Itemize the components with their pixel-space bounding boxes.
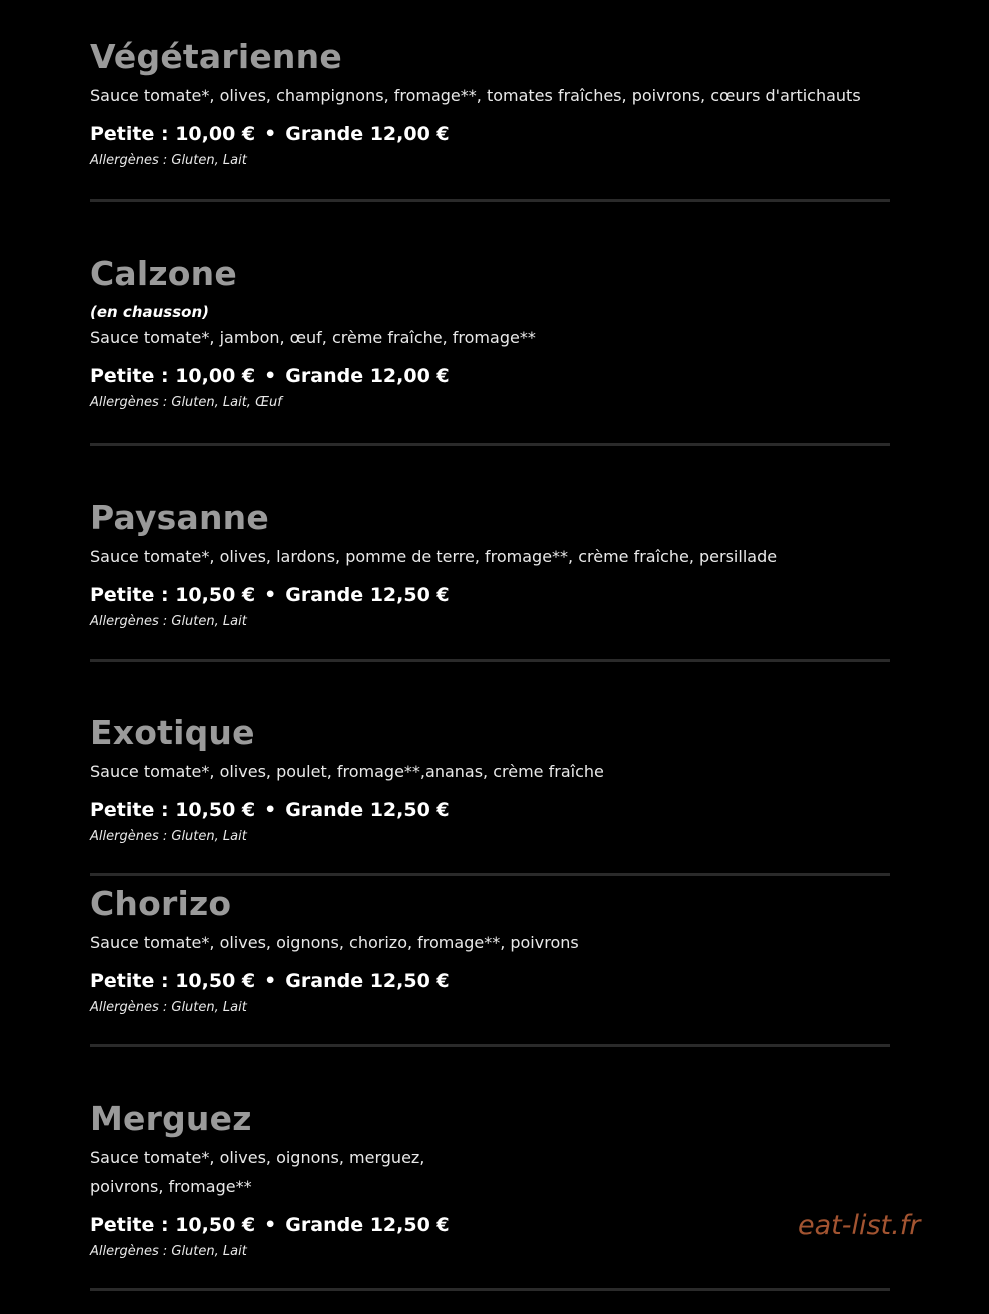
price-separator: • bbox=[264, 970, 277, 992]
item-name: Chorizo bbox=[90, 884, 232, 923]
menu-item-exotique bbox=[90, 713, 890, 847]
watermark: eat-list.fr bbox=[798, 1210, 921, 1241]
menu-item-paysanne bbox=[90, 498, 890, 632]
divider bbox=[90, 873, 890, 876]
item-description: Sauce tomate*, olives, oignons, merguez, poivrons, fromage** bbox=[90, 1148, 425, 1196]
price-large: Grande 12,50 € bbox=[285, 1214, 450, 1236]
item-name: Calzone bbox=[90, 254, 237, 293]
price-small: Petite : 10,50 € bbox=[90, 799, 256, 821]
item-description: Sauce tomate*, jambon, œuf, crème fraîche, fromage** bbox=[90, 328, 536, 347]
price-small: Petite : 10,50 € bbox=[90, 1214, 256, 1236]
divider bbox=[90, 443, 890, 446]
divider bbox=[90, 659, 890, 662]
price-large: Grande 12,00 € bbox=[285, 365, 450, 387]
item-price bbox=[90, 1212, 890, 1238]
menu-item-vegetarienne bbox=[90, 37, 890, 171]
menu-item-chorizo bbox=[90, 884, 890, 1018]
price-large: Grande 12,50 € bbox=[285, 799, 450, 821]
item-price bbox=[90, 968, 890, 994]
divider bbox=[90, 1288, 890, 1291]
divider bbox=[90, 1044, 890, 1047]
price-separator: • bbox=[264, 584, 277, 606]
price-large: Grande 12,00 € bbox=[285, 123, 450, 145]
item-allergens: Allergènes : Gluten, Lait bbox=[90, 153, 247, 168]
price-separator: • bbox=[264, 799, 277, 821]
divider bbox=[90, 199, 890, 202]
price-large: Grande 12,50 € bbox=[285, 584, 450, 606]
price-separator: • bbox=[264, 123, 277, 145]
item-price bbox=[90, 363, 890, 389]
item-description: Sauce tomate*, olives, poulet, fromage**,ananas, crème fraîche bbox=[90, 762, 604, 781]
price-small: Petite : 10,00 € bbox=[90, 365, 256, 387]
item-price bbox=[90, 797, 890, 823]
item-name: Paysanne bbox=[90, 498, 269, 537]
menu-item-merguez bbox=[90, 1099, 890, 1262]
item-description: Sauce tomate*, olives, oignons, chorizo, fromage**, poivrons bbox=[90, 933, 579, 952]
item-allergens: Allergènes : Gluten, Lait bbox=[90, 829, 247, 844]
item-name: Exotique bbox=[90, 713, 255, 752]
price-separator: • bbox=[264, 1214, 277, 1236]
item-subtitle: (en chausson) bbox=[90, 303, 209, 321]
price-large: Grande 12,50 € bbox=[285, 970, 450, 992]
price-small: Petite : 10,50 € bbox=[90, 584, 256, 606]
price-small: Petite : 10,00 € bbox=[90, 123, 256, 145]
price-separator: • bbox=[264, 365, 277, 387]
item-price bbox=[90, 582, 890, 608]
item-allergens: Allergènes : Gluten, Lait bbox=[90, 614, 247, 629]
item-name: Merguez bbox=[90, 1099, 252, 1138]
price-small: Petite : 10,50 € bbox=[90, 970, 256, 992]
item-allergens: Allergènes : Gluten, Lait bbox=[90, 1244, 247, 1259]
item-description: Sauce tomate*, olives, champignons, fromage**, tomates fraîches, poivrons, cœurs d'artichauts bbox=[90, 86, 861, 105]
item-price bbox=[90, 121, 890, 147]
menu-item-calzone bbox=[90, 254, 890, 413]
item-description: Sauce tomate*, olives, lardons, pomme de terre, fromage**, crème fraîche, persillade bbox=[90, 547, 778, 566]
item-allergens: Allergènes : Gluten, Lait, Œuf bbox=[90, 395, 282, 410]
item-allergens: Allergènes : Gluten, Lait bbox=[90, 1000, 247, 1015]
item-name: Végétarienne bbox=[90, 37, 342, 76]
